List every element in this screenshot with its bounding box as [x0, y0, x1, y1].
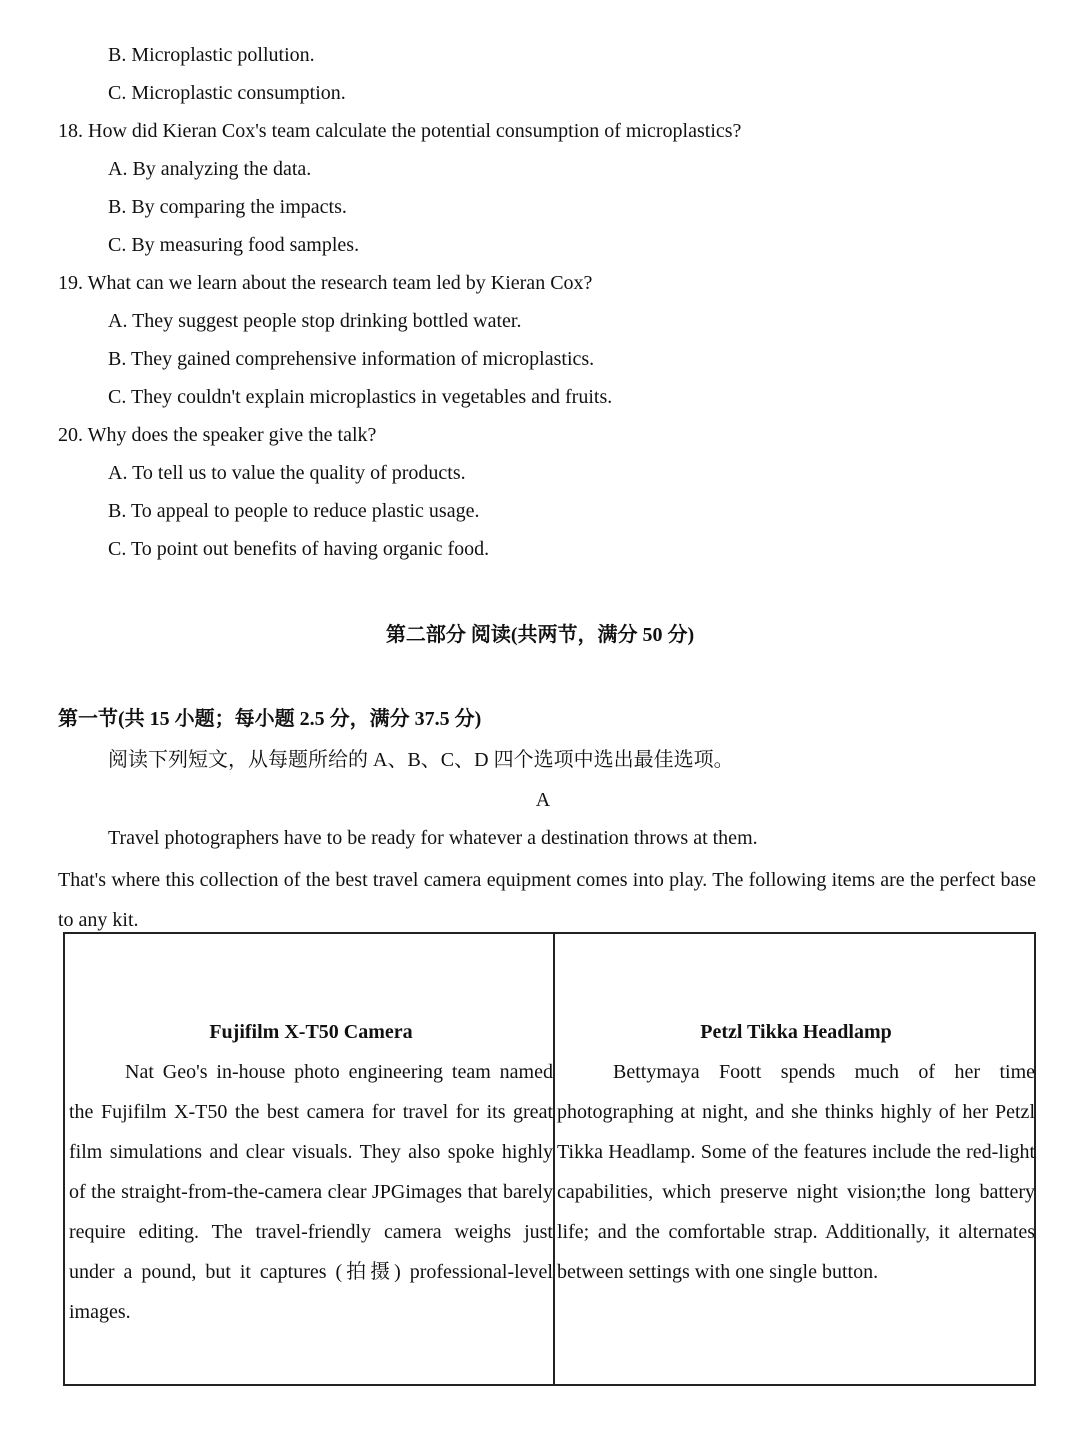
q19-option-b: B. They gained comprehensive information of microplastics.: [108, 348, 595, 370]
q17-option-b: B. Microplastic pollution.: [108, 44, 315, 66]
equipment-table: [63, 932, 1036, 1386]
headlamp-title: Petzl Tikka Headlamp: [700, 1021, 892, 1043]
q18-option-c: C. By measuring food samples.: [108, 234, 360, 256]
q19-option-a: A. They suggest people stop drinking bottled water.: [108, 310, 522, 332]
q18-question: 18. How did Kieran Cox's team calculate the potential consumption of microplastics?: [58, 120, 742, 142]
table-divider: [553, 934, 555, 1384]
instructions: 阅读下列短文，从每题所给的 A、B、C、D 四个选项中选出最佳选项。: [108, 749, 734, 771]
q20-option-b: B. To appeal to people to reduce plastic usage.: [108, 500, 480, 522]
camera-title: Fujifilm X-T50 Camera: [209, 1021, 413, 1043]
table-cell-camera: [69, 1012, 553, 1332]
intro-line: Travel photographers have to be ready for whatever a destination throws at them.: [108, 827, 758, 849]
q20-option-a: A. To tell us to value the quality of products.: [108, 462, 466, 484]
q19-question: 19. What can we learn about the research team led by Kieran Cox?: [58, 272, 593, 294]
section1-title: 第一节(共 15 小题；每小题 2.5 分，满分 37.5 分): [58, 708, 482, 730]
passage-letter: A: [535, 789, 551, 811]
q20-option-c: C. To point out benefits of having organic food.: [108, 538, 490, 560]
intro-paragraph: That's where this collection of the best travel camera equipment comes into play. The following items are the perfect base to any kit.: [58, 869, 1036, 931]
q18-option-a: A. By analyzing the data.: [108, 158, 312, 180]
q17-option-c: C. Microplastic consumption.: [108, 82, 346, 104]
table-cell-headlamp: [557, 1012, 1035, 1292]
q18-option-b: B. By comparing the impacts.: [108, 196, 347, 218]
q20-question: 20. Why does the speaker give the talk?: [58, 424, 377, 446]
part2-title: 第二部分 阅读(共两节，满分 50 分): [385, 624, 695, 646]
camera-description-text: Nat Geo's in-house photo engineering team named the Fujifilm X-T50 the best camera for travel for its great film simulations and clear visuals. They also spoke highly of the straight-from-the-camera clear JPGimages that barely require editing. The travel-friendly camera weighs just under a pound, but it captures (拍摄) professional-level images.: [69, 1061, 553, 1323]
headlamp-description-text: Bettymaya Foott spends much of her time photographing at night, and she thinks highly of her Petzl Tikka Headlamp. Some of the features include the red-light capabilities, which preserve night vision;the long battery life; and the comfortable strap. Additionally, it alternates between settings with one single button.: [557, 1061, 1035, 1283]
headlamp-description: [557, 1052, 1035, 1292]
camera-description: [69, 1052, 553, 1332]
q19-option-c: C. They couldn't explain microplastics in vegetables and fruits.: [108, 386, 613, 408]
